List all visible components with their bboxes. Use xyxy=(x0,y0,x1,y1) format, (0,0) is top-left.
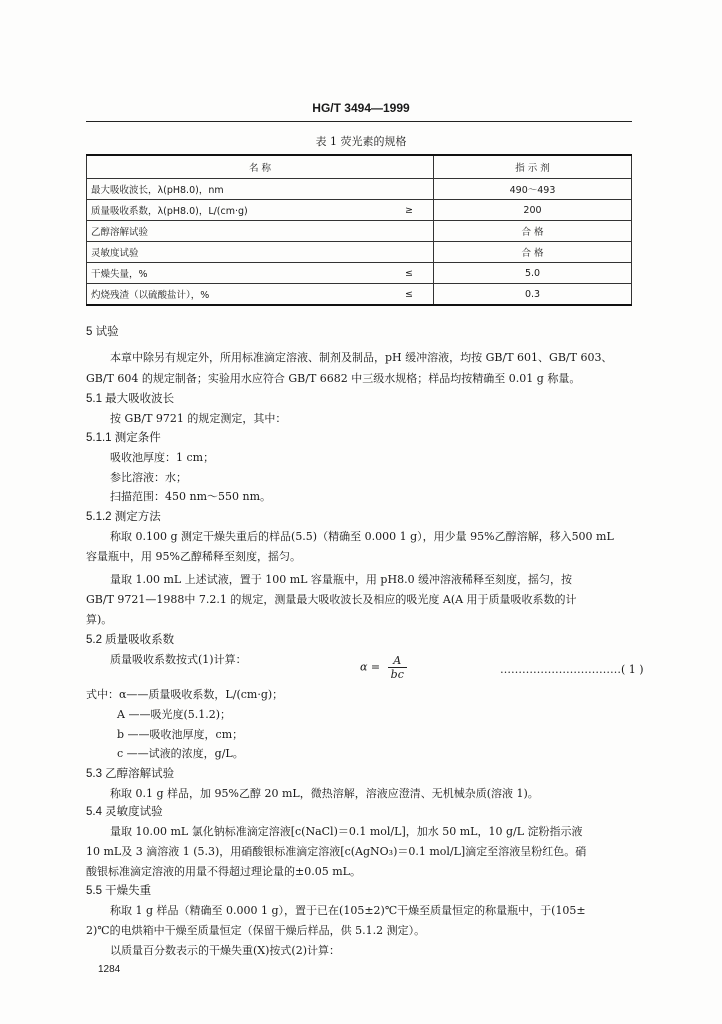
formula-denominator: bc xyxy=(390,668,404,681)
row-operator: ≥ xyxy=(385,200,434,221)
table-row xyxy=(87,179,632,200)
paragraph-line: GB/T 604 的规定制备；实验用水应符合 GB/T 6682 中三级水规格；样品均按精确至 0.01 g 称量。 xyxy=(86,372,581,385)
table-row xyxy=(87,263,632,284)
paragraph-line: GB/T 9721—1988中 7.2.1 的规定，测量最大吸收波长及相应的吸光度 A(A 用于质量吸收系数的计 xyxy=(86,593,577,606)
paragraph-line: 以质量百分数表示的干燥失重(X)按式(2)计算： xyxy=(110,944,340,957)
paragraph-line: 称取 0.1 g 样品，加 95%乙醇 20 mL，微热溶解，溶液应澄清、无机械杂质(溶液 1)。 xyxy=(110,787,539,800)
row-value: 5.0 xyxy=(434,263,632,284)
table-row xyxy=(87,242,632,263)
table-row xyxy=(87,200,632,221)
row-value: 0.3 xyxy=(434,284,632,306)
row-name: 干燥失量，% xyxy=(87,263,386,284)
list-item: 扫描范围：450 nm～550 nm。 xyxy=(110,490,272,503)
row-name: 乙醇溶解试验 xyxy=(87,221,386,242)
page-number: 1284 xyxy=(98,964,121,975)
where-line: c ——试液的浓度，g/L。 xyxy=(117,747,244,760)
row-operator xyxy=(385,221,434,242)
list-item: 吸收池厚度：1 cm； xyxy=(110,451,215,464)
section-5-2-title: 5.2 质量吸收系数 xyxy=(86,634,175,646)
section-5-1-2-title: 5.1.2 测定方法 xyxy=(86,511,161,523)
row-name: 最大吸收波长，λ(pH8.0)，nm xyxy=(87,179,386,200)
table-row xyxy=(87,284,632,306)
row-name: 灵敏度试验 xyxy=(87,242,386,263)
where-line: b ——吸收池厚度，cm； xyxy=(117,728,244,741)
row-name: 灼烧残渣（以硫酸盐计），% xyxy=(87,284,386,306)
paragraph-line: 按 GB/T 9721 的规定测定，其中： xyxy=(110,412,287,425)
paragraph-line: 酸银标准滴定溶液的用量不得超过理论量的±0.05 mL。 xyxy=(86,865,361,878)
table-row xyxy=(87,221,632,242)
row-operator xyxy=(385,242,434,263)
where-line: 式中：α——质量吸收系数，L/(cm·g)； xyxy=(86,688,284,701)
formula-lhs: α = xyxy=(360,660,381,674)
row-operator xyxy=(385,179,434,200)
paragraph-line: 本章中除另有规定外，所用标准滴定溶液、制剂及制品，pH 缓冲溶液，均按 GB/T 601、GB/T 603、 xyxy=(110,351,613,364)
paragraph-line: 称取 1 g 样品（精确至 0.000 1 g），置于已在(105±2)℃干燥至质量恒定的称量瓶中，于(105± xyxy=(110,904,586,917)
formula-1 xyxy=(360,654,407,681)
row-name: 质量吸收系数，λ(pH8.0)，L/(cm·g) xyxy=(87,200,386,221)
paragraph-line: 容量瓶中，用 95%乙醇稀释至刻度，摇匀。 xyxy=(86,550,301,563)
spec-table xyxy=(86,154,632,306)
header-value-cell: 指 示 剂 xyxy=(434,155,632,179)
paragraph-line: 称取 0.100 g 测定干燥失重后的样品(5.5)（精确至 0.000 1 g），用少量 95%乙醇溶解，移入500 mL xyxy=(110,530,614,543)
row-value: 200 xyxy=(434,200,632,221)
section-5-3-title: 5.3 乙醇溶解试验 xyxy=(86,768,175,780)
section-5-4-title: 5.4 灵敏度试验 xyxy=(86,806,163,818)
row-operator: ≤ xyxy=(385,284,434,306)
paragraph-line: 量取 10.00 mL 氯化钠标准滴定溶液[c(NaCl)＝0.1 mol/L]，加水 50 mL，10 g/L 淀粉指示液 xyxy=(110,825,583,838)
list-item: 参比溶液：水； xyxy=(110,471,187,484)
section-5-5-title: 5.5 干燥失重 xyxy=(86,885,152,897)
section-5-1-title: 5.1 最大吸收波长 xyxy=(86,393,175,405)
paragraph-line: 质量吸收系数按式(1)计算： xyxy=(110,653,247,666)
paragraph-line: 量取 1.00 mL 上述试液，置于 100 mL 容量瓶中，用 pH8.0 缓冲溶液稀释至刻度，摇匀，按 xyxy=(110,573,573,586)
row-value: 490～493 xyxy=(434,179,632,200)
formula-numerator: A xyxy=(388,654,407,668)
paragraph-line: 算)。 xyxy=(86,613,113,626)
paragraph-line: 2)℃的电烘箱中干燥至质量恒定（保留干燥后样品，供 5.1.2 测定）。 xyxy=(86,924,426,937)
section-5-1-1-title: 5.1.1 测定条件 xyxy=(86,432,161,444)
row-value: 合 格 xyxy=(434,242,632,263)
formula-fraction xyxy=(388,654,407,681)
table-header-row xyxy=(87,155,632,179)
where-line: A ——吸光度(5.1.2)； xyxy=(117,708,232,721)
section-5-title: 5 试验 xyxy=(86,326,119,338)
paragraph-line: 10 mL及 3 滴溶液 1 (5.3)，用硝酸银标准滴定溶液[c(AgNO₃)＝0.1 mol/L]滴定至溶液呈粉红色。硝 xyxy=(86,845,587,858)
header-rule xyxy=(86,121,632,122)
header-name-cell: 名 称 xyxy=(87,155,434,179)
row-operator: ≤ xyxy=(385,263,434,284)
row-value: 合 格 xyxy=(434,221,632,242)
standard-number: HG/T 3494—1999 xyxy=(312,101,410,115)
table-caption: 表 1 荧光素的规格 xyxy=(315,135,407,148)
formula-tag: ……………………………( 1 ) xyxy=(500,663,644,676)
